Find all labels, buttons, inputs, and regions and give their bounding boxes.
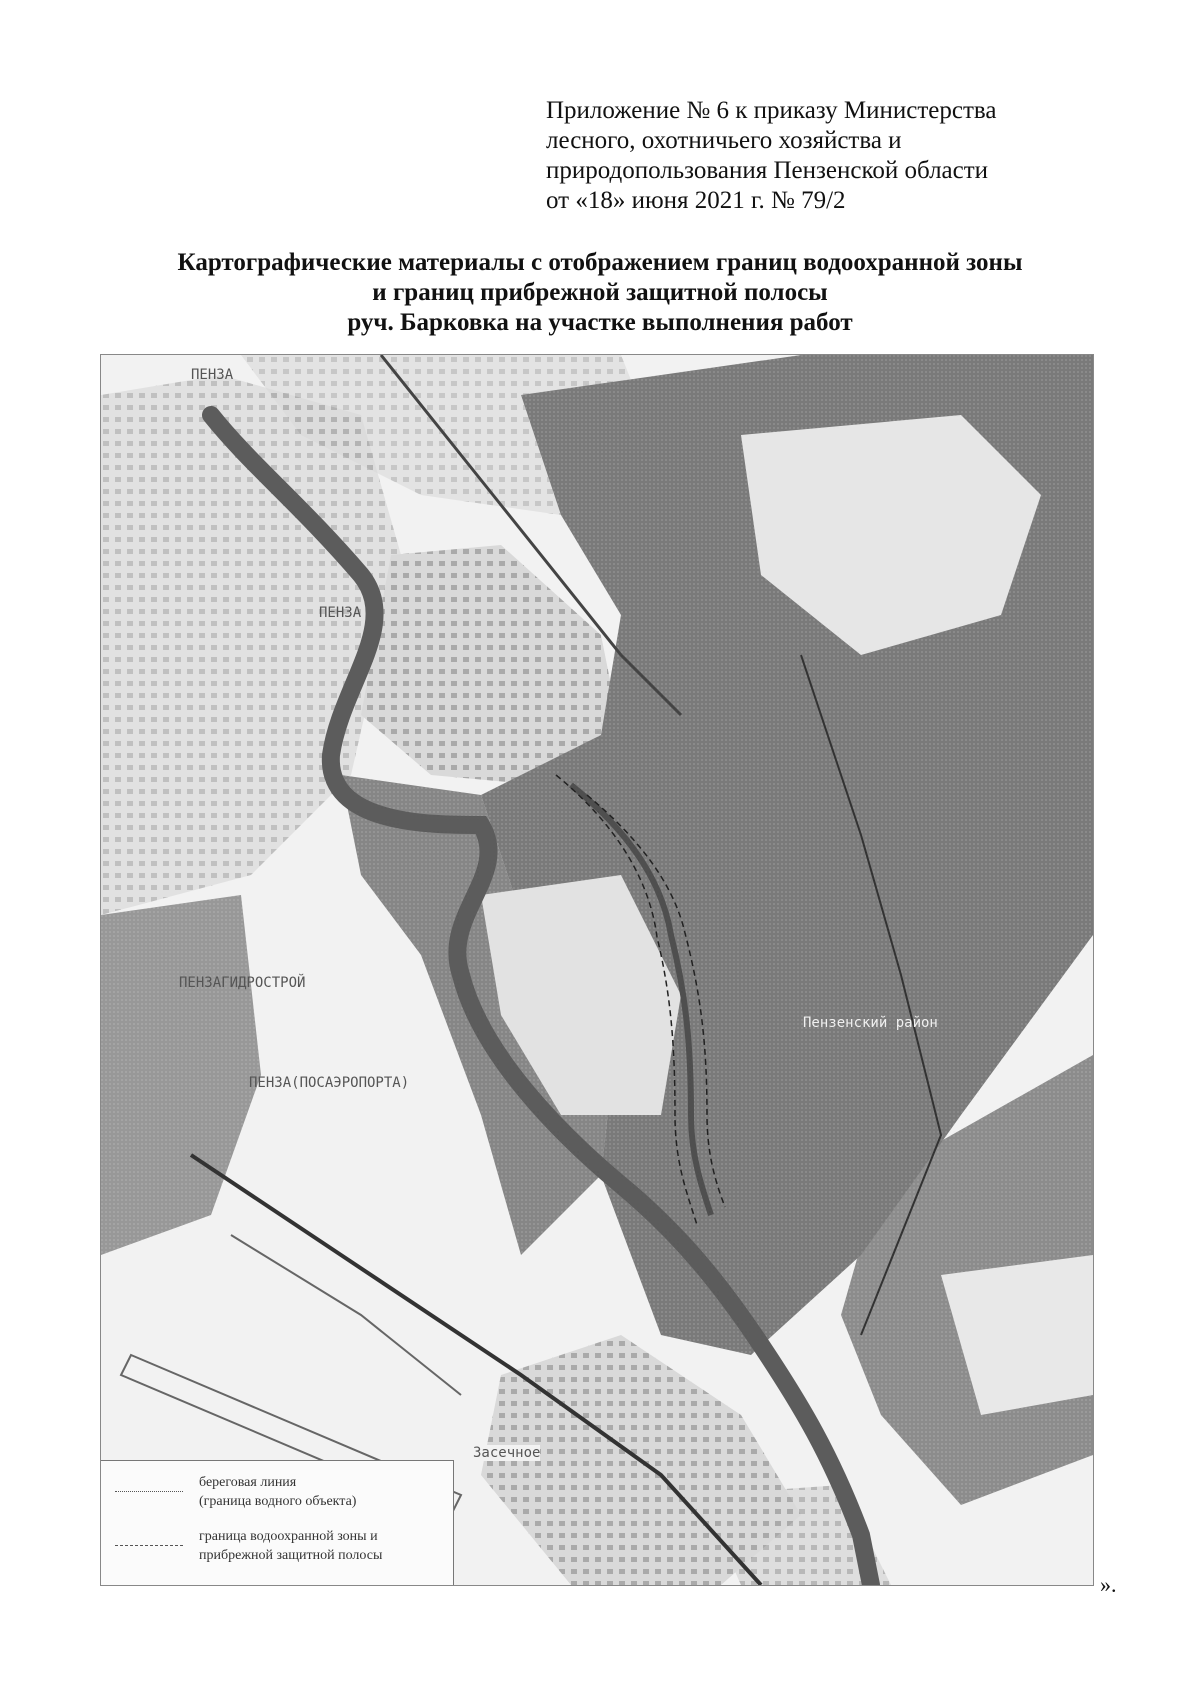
map-label-penza-district: Пензенский район [803,1015,938,1031]
appendix-line: от «18» июня 2021 г. № 79/2 [546,187,846,214]
legend-zone-boundary-text [199,1527,382,1565]
map-frame[interactable] [100,354,1094,1586]
legend-text-line: (граница водного объекта) [199,1494,357,1509]
map-label-penza-city: ПЕНЗА [319,605,362,621]
appendix-note [546,96,1106,216]
map-label-penzagidrostroy: ПЕНЗАГИДРОСТРОЙ [179,975,306,991]
map-legend [101,1460,454,1585]
document-title [60,248,1140,338]
title-line: и границ прибрежной защитной полосы [372,279,828,306]
appendix-line: лесного, охотничьего хозяйства и [546,127,902,154]
map-label-zasechnoe: Засечное [473,1445,541,1461]
legend-text-line: граница водоохранной зоны и [199,1529,378,1544]
legend-item-shoreline [115,1473,445,1515]
closing-quote: ». [1100,1572,1117,1597]
legend-shoreline-text [199,1473,356,1511]
legend-item-zone-boundary [115,1527,445,1569]
legend-shoreline-line [115,1491,183,1492]
map-label-penza-top: ПЕНЗА [191,367,234,383]
legend-text-line: прибрежной защитной полосы [199,1548,383,1563]
title-line: Картографические материалы с отображением границ водоохранной зоны [177,249,1023,276]
appendix-line: Приложение № 6 к приказу Министерства [546,97,997,124]
title-line: руч. Барковка на участке выполнения работ [347,309,853,336]
map-canvas [101,355,1093,1585]
map-label-penza-airport: ПЕНЗА(ПОСАЭРОПОРТА) [249,1075,410,1091]
appendix-line: природопользования Пензенской области [546,157,989,184]
legend-text-line: береговая линия [199,1475,297,1490]
legend-zone-boundary-line [115,1545,183,1546]
